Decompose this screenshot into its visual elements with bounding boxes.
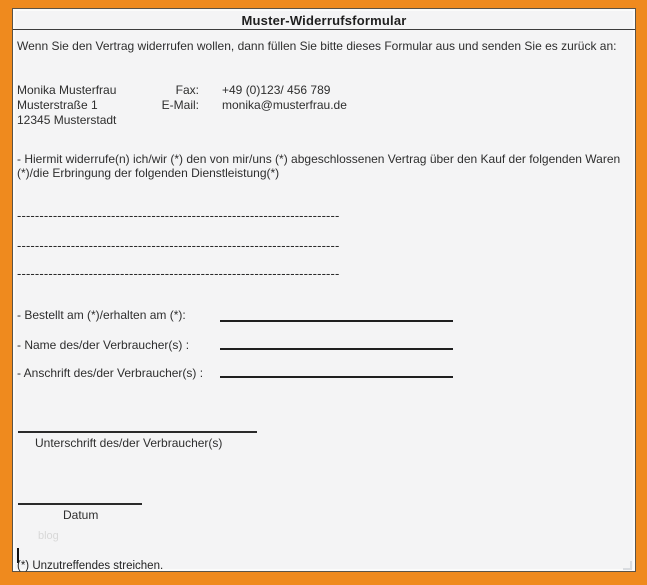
contact-labels — [159, 83, 199, 113]
email-label: E-Mail: — [161, 98, 199, 112]
ordered-on-blank[interactable] — [220, 320, 453, 322]
resize-corner-mark — [623, 561, 632, 570]
email-address: monika@musterfrau.de — [222, 98, 347, 112]
consumer-address-label: - Anschrift des/der Verbraucher(s) : — [17, 366, 204, 380]
consumer-name-label: - Name des/der Verbraucher(s) : — [17, 338, 190, 352]
page-title: Muster-Widerrufsformular — [241, 13, 407, 28]
intro-text: Wenn Sie den Vertrag widerrufen wollen, dann füllen Sie bitte dieses Formular aus und senden Sie es zurück an: — [17, 39, 617, 53]
consumer-name-blank[interactable] — [220, 348, 453, 350]
signature-blank[interactable] — [18, 431, 257, 433]
fax-label: Fax: — [175, 83, 199, 97]
withdrawal-declaration: - Hiermit widerrufe(n) ich/wir (*) den von mir/uns (*) abgeschlossenen Vertrag über den Kauf der folgenden Waren (*)/die Erbringung der folgenden Dienstleistung(*) — [17, 152, 621, 180]
goods-placeholder-line[interactable]: ------------------------------------------------------------------------ — [17, 266, 340, 281]
signature-caption: Unterschrift des/der Verbraucher(s) — [35, 436, 223, 450]
form-page — [12, 8, 636, 572]
recipient-address — [17, 83, 116, 128]
recipient-street: Musterstraße 1 — [17, 98, 98, 112]
fax-number: +49 (0)123/ 456 789 — [222, 83, 331, 97]
goods-placeholder-line[interactable]: ------------------------------------------------------------------------ — [17, 238, 340, 253]
recipient-city: 12345 Musterstadt — [17, 113, 117, 127]
watermark-text: blog — [38, 530, 59, 542]
footnote-text: (*) Unzutreffendes streichen. — [17, 560, 164, 572]
date-blank[interactable] — [18, 503, 142, 505]
consumer-address-blank[interactable] — [220, 376, 453, 378]
date-caption: Datum — [63, 508, 99, 522]
ordered-on-label: - Bestellt am (*)/erhalten am (*): — [17, 308, 186, 322]
contact-values — [222, 83, 347, 113]
goods-placeholder-line[interactable]: ------------------------------------------------------------------------ — [17, 208, 340, 223]
recipient-name: Monika Musterfrau — [17, 83, 117, 97]
form-header — [13, 9, 635, 30]
